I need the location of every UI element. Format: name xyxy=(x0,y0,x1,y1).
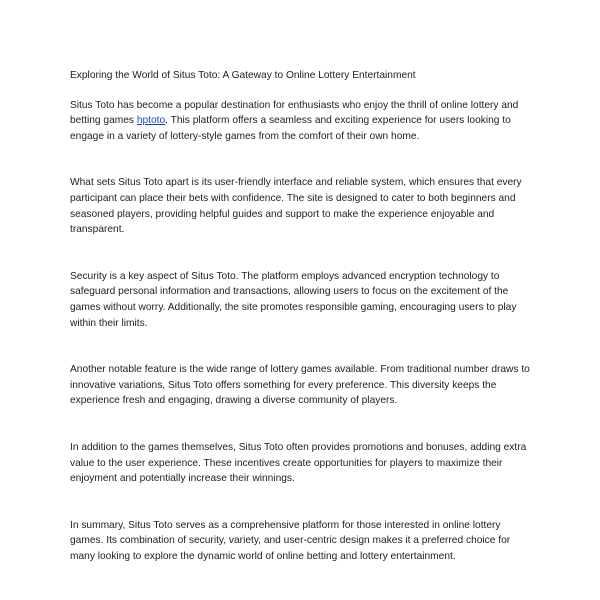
paragraph-spacer xyxy=(70,331,530,362)
hptoto-link[interactable]: hptoto xyxy=(136,115,166,127)
paragraph-games: Another notable feature is the wide range of lottery games available. From traditional number draws to innovative variations, Situs Toto offers something for every preference. This diversity keeps the experience fresh and engaging, drawing a diverse community of players. xyxy=(70,364,530,407)
paragraph-security: Security is a key aspect of Situs Toto. The platform employs advanced encryption technology to safeguard personal information and transactions, allowing users to focus on the excitement of the games without worry. Additionally, the site promotes responsible gaming, encouraging users to play within their limits. xyxy=(70,270,517,329)
paragraph-spacer xyxy=(70,409,530,440)
intro-paragraph xyxy=(70,98,530,145)
document-title: Exploring the World of Situs Toto: A Gateway to Online Lottery Entertainment xyxy=(70,70,416,81)
intro-text-after-link: . This platform offers a seamless and exciting experience for users looking to engage in a variety of lottery-style games from the comfort of their own home. xyxy=(70,115,511,142)
paragraph-promotions: In addition to the games themselves, Situs Toto often provides promotions and bonuses, adding extra value to the user experience. These incentives create opportunities for players to maximize their enjoyment and potentially increase their winnings. xyxy=(70,441,527,485)
paragraph-spacer xyxy=(70,487,530,518)
paragraph-spacer xyxy=(70,238,530,269)
document-page xyxy=(70,68,530,564)
paragraph-features: What sets Situs Toto apart is its user-friendly interface and reliable system, which ensures that every participant can place their bets with confidence. The site is designed to cater to both beginners and seasoned players, providing helpful guides and support to make the experience enjoyable and transparent. xyxy=(70,177,522,236)
intro-text-before-link: Situs Toto has become a popular destination for enthusiasts who enjoy the thrill of online lottery and betting games xyxy=(70,99,519,127)
paragraph-summary: In summary, Situs Toto serves as a comprehensive platform for those interested in online lottery games. Its combination of security, variety, and user-centric design makes it a preferred choice for many looking to explore the dynamic world of online betting and lottery entertainment. xyxy=(70,519,511,562)
paragraph-spacer xyxy=(70,144,530,175)
